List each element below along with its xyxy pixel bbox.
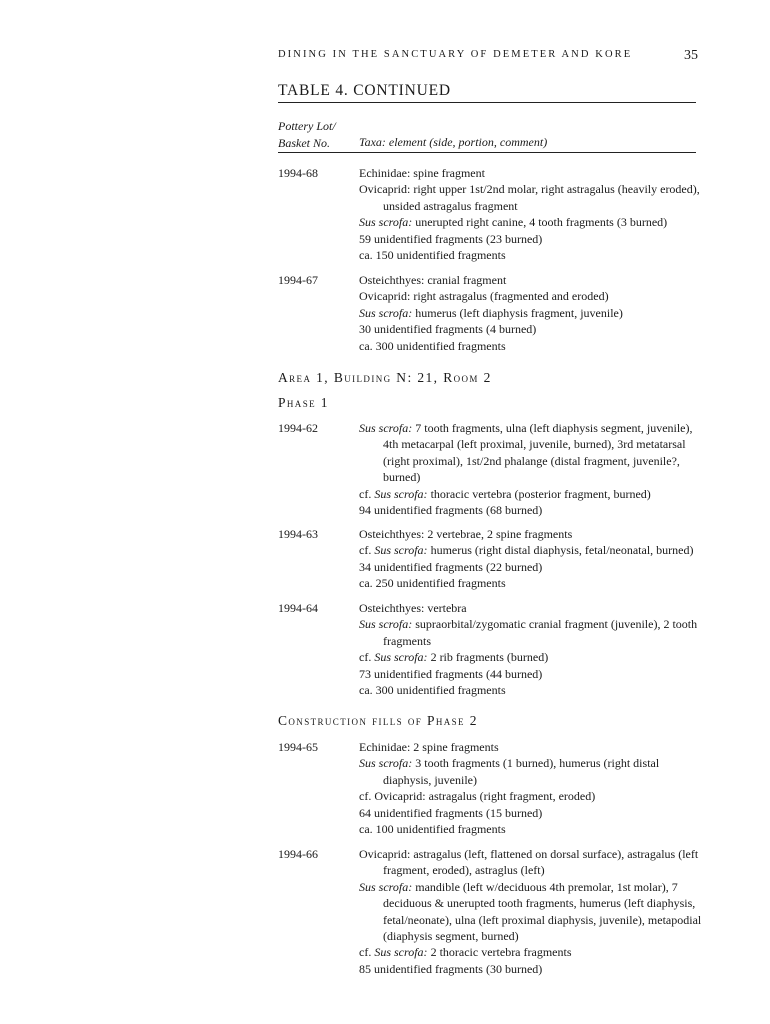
entry-prefix: cf. [359,945,375,960]
lot-number: 1994-66 [278,847,318,861]
entry-text: Ovicaprid: right upper 1st/2nd molar, right astragalus (heavily eroded), unsided astragalus fragment [359,182,700,213]
taxa-list [359,420,709,518]
table-title: TABLE 4. CONTINUED [278,82,451,99]
taxa-entry [359,944,709,960]
taxa-entry [359,181,709,214]
taxa-entry [359,666,709,682]
taxa-entry [359,600,709,616]
taxa-entry [359,649,709,665]
taxa-entry [359,575,709,591]
taxon-name: Sus scrofa: [359,305,413,320]
section-heading-construction: Construction fills of Phase 2 [278,713,478,728]
taxa-list [359,165,709,263]
taxa-entry [359,231,709,247]
taxa-entry [359,542,709,558]
taxon-name: Sus scrofa: [359,617,413,632]
taxa-list [359,272,709,354]
taxa-entry [359,165,709,181]
entry-text: 2 rib fragments (burned) [427,650,549,665]
lot-number: 1994-64 [278,601,318,615]
taxa-entry [359,846,709,879]
taxa-entry [359,247,709,263]
lot-number: 1994-62 [278,421,318,435]
header-rule [278,152,696,153]
taxa-entry [359,879,709,945]
taxa-entry [359,961,709,977]
taxon-name: Sus scrofa: [359,756,413,771]
entry-text: 73 unidentified fragments (44 burned) [359,666,543,681]
taxa-entry [359,526,709,542]
section-heading-phase1: Phase 1 [278,395,329,410]
entry-text: cf. Ovicaprid: astragalus (right fragment, eroded) [359,789,596,804]
entry-text: Ovicaprid: right astragalus (fragmented and eroded) [359,289,609,304]
entry-text: thoracic vertebra (posterior fragment, burned) [427,486,651,501]
running-head-title: DINING IN THE SANCTUARY OF DEMETER AND KORE [278,49,633,60]
taxa-entry [359,321,709,337]
taxa-entry [359,486,709,502]
column-header-taxa: Taxa: element (side, portion, comment) [359,135,548,149]
taxon-name: Sus scrofa: [359,879,413,894]
taxa-entry [359,338,709,354]
entry-text: supraorbital/zygomatic cranial fragment (juvenile), 2 tooth fragments [383,617,698,648]
entry-text: humerus (right distal diaphysis, fetal/neonatal, burned) [427,543,694,558]
lot-number: 1994-67 [278,273,318,287]
taxon-name: Sus scrofa: [359,215,413,230]
entry-text: ca. 150 unidentified fragments [359,248,506,263]
column-header-lot-line1: Pottery Lot/ [278,119,336,133]
entry-text: ca. 250 unidentified fragments [359,576,506,591]
taxa-entry [359,616,709,649]
taxa-list [359,526,709,592]
taxa-entry [359,788,709,804]
taxa-entry [359,272,709,288]
entry-text: mandible (left w/deciduous 4th premolar, 1st molar), 7 deciduous & unerupted tooth fragments, humerus (left diaphysis, fetal/neonate), ulna (left proximal diaphysis, juvenile), metapodial (diaphysis segment, burned) [383,879,702,944]
section-heading-area: Area 1, Building N: 21, Room 2 [278,370,492,385]
taxa-entry [359,305,709,321]
taxa-entry [359,288,709,304]
taxa-list [359,600,709,698]
taxa-entry [359,805,709,821]
entry-text: 34 unidentified fragments (22 burned) [359,559,543,574]
taxa-entry [359,502,709,518]
taxa-entry [359,420,709,486]
entry-text: 85 unidentified fragments (30 burned) [359,961,543,976]
column-header-lot [278,118,336,152]
taxa-entry [359,755,709,788]
entry-text: Osteichthyes: cranial fragment [359,273,507,287]
entry-text: 2 thoracic vertebra fragments [427,945,572,960]
lot-number: 1994-68 [278,166,318,180]
entry-text: Osteichthyes: 2 vertebrae, 2 spine fragments [359,527,573,541]
taxa-entry [359,682,709,698]
lot-number: 1994-63 [278,527,318,541]
taxon-name: Sus scrofa: [374,543,428,558]
taxa-list [359,739,709,837]
taxon-name: Sus scrofa: [374,945,428,960]
taxa-list [359,846,709,977]
entry-text: 59 unidentified fragments (23 burned) [359,231,543,246]
lot-number: 1994-65 [278,740,318,754]
column-header-lot-line2: Basket No. [278,136,330,150]
page-number: 35 [684,48,698,63]
entry-text: 7 tooth fragments, ulna (left diaphysis segment, juvenile), 4th metacarpal (left proximal, juvenile, burned), 3rd metatarsal (right proximal), 1st/2nd phalange (distal fragment, juvenile?, burned) [383,421,693,485]
entry-prefix: cf. [359,543,375,558]
entry-text: Echinidae: spine fragment [359,166,485,180]
running-head [278,49,698,63]
entry-text: 94 unidentified fragments (68 burned) [359,503,543,518]
entry-text: ca. 100 unidentified fragments [359,822,506,837]
entry-text: Osteichthyes: vertebra [359,601,467,615]
taxa-entry [359,821,709,837]
entry-text: 64 unidentified fragments (15 burned) [359,805,543,820]
entry-text: Echinidae: 2 spine fragments [359,740,499,754]
taxon-name: Sus scrofa: [374,650,428,665]
taxa-entry [359,739,709,755]
entry-prefix: cf. [359,486,375,501]
entry-text: ca. 300 unidentified fragments [359,338,506,353]
entry-text: 30 unidentified fragments (4 burned) [359,322,537,337]
taxon-name: Sus scrofa: [374,486,428,501]
entry-text: 3 tooth fragments (1 burned), humerus (right distal diaphysis, juvenile) [383,756,660,787]
entry-text: humerus (left diaphysis fragment, juvenile) [412,305,623,320]
entry-text: ca. 300 unidentified fragments [359,683,506,698]
entry-prefix: cf. [359,650,375,665]
entry-text: Ovicaprid: astragalus (left, flattened on dorsal surface), astragalus (left fragment, eroded), astraglus (left) [359,847,699,878]
table-top-rule [278,102,696,103]
taxa-entry [359,559,709,575]
entry-text: unerupted right canine, 4 tooth fragments (3 burned) [412,215,668,230]
taxon-name: Sus scrofa: [359,421,413,435]
taxa-entry [359,214,709,230]
